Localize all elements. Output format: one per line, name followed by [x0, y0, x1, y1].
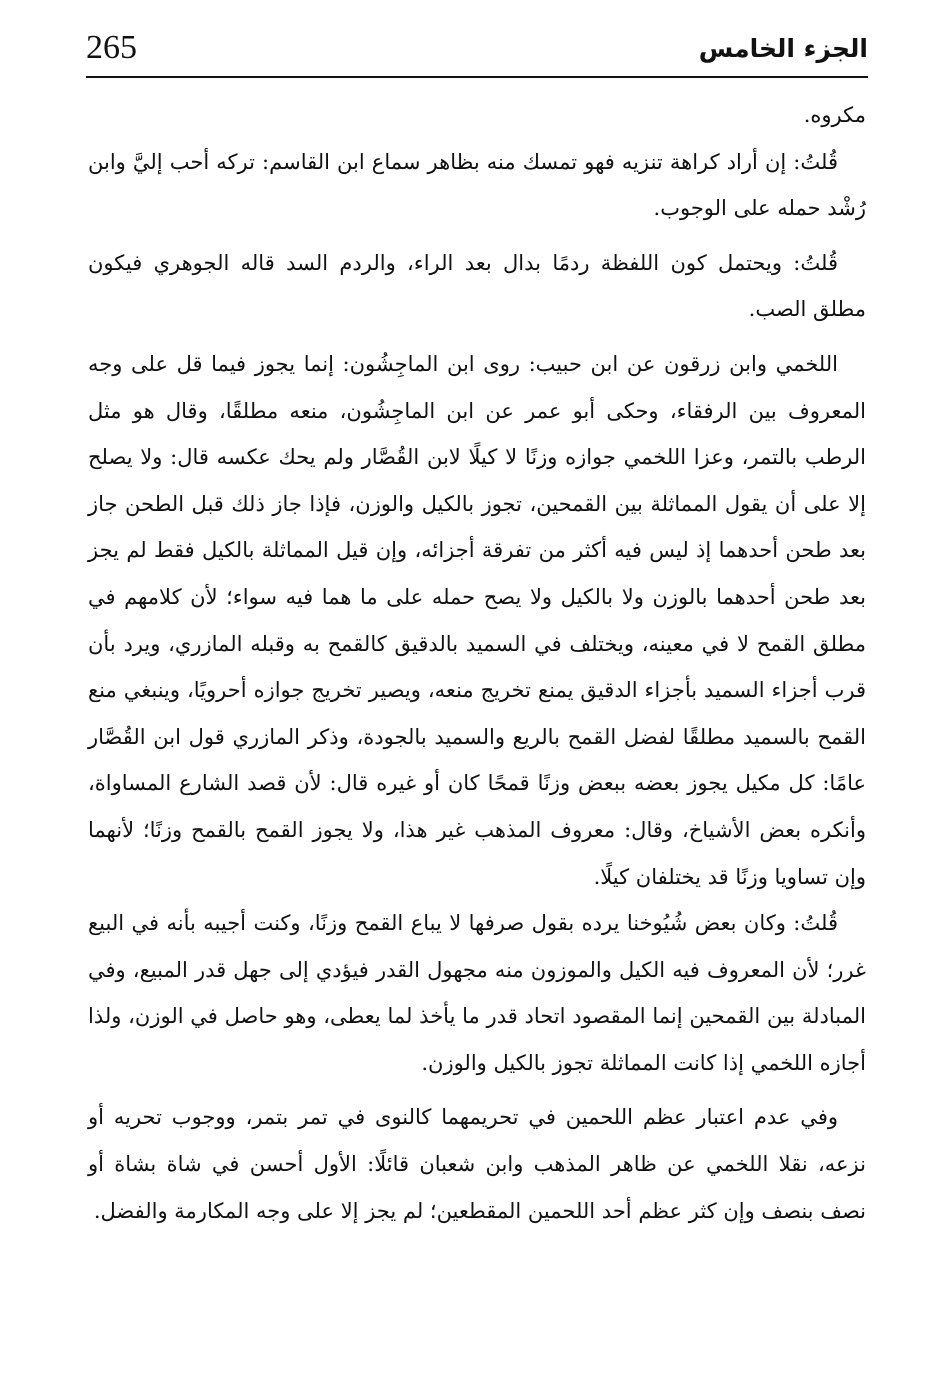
running-title: الجزء الخامس — [698, 34, 868, 63]
paragraph: وفي عدم اعتبار عظم اللحمين في تحريمهما كالنوى في تمر بتمر، ووجوب تحريه أو نزعه، نقلا اللخمي عن ظاهر المذهب وابن شعبان قائلًا: الأول أحسن في شاة بشاة أو نصف بنصف وإن كثر عظم أحد اللحمين المقطعين؛ لم يجز إلا على وجه المكارمة والفضل. — [88, 1105, 866, 1223]
page-number: 265 — [86, 29, 137, 66]
paragraph: قُلتُ: وكان بعض شُيُوخنا يرده بقول صرفها لا يباع القمح وزنًا، وكنت أجيبه بأنه في البيع غرر؛ لأن المعروف فيه الكيل والموزون منه مجهول القدر فيؤدي إلى جهل قدر المبيع، وفي المبادلة بين القمحين إنما المقصود اتحاد قدر ما يأخذ لما يعطى، وهو حاصل في الوزن، ولذا أجازه اللخمي إذا كانت المماثلة تجوز بالكيل والوزن. — [88, 911, 866, 1075]
paragraph-gap — [88, 232, 866, 240]
header-divider — [86, 76, 868, 78]
page-header — [86, 28, 868, 78]
paragraph-gap — [88, 333, 866, 341]
paragraph-gap — [88, 1086, 866, 1094]
paragraph: اللخمي وابن زرقون عن ابن حبيب: روى ابن الماجِشُون: إنما يجوز فيما قل على وجه المعروف بين الرفقاء، وحكى أبو عمر عن ابن الماجِشُون، منعه مطلقًا، وقال هو مثل الرطب بالتمر، وعزا اللخمي جوازه وزنًا لا كيلًا لابن القُصَّار ولم يحك عكسه قال: ولا يصلح إلا على أن يقول المماثلة بين القمحين، تجوز بالكيل والوزن، فإذا جاز ذلك قبل الطحن جاز بعد طحن أحدهما إذ ليس فيه أكثر من تفرقة أجزائه، وإن قيل المماثلة بالكيل فقط لم يجز بعد طحن أحدهما بالوزن ولا بالكيل ولا يصح حمله على ما هما فيه سواء؛ لأن كلامهم في مطلق القمح لا في معينه، ويختلف في السميد بالدقيق كالقمح به وقبله المازري، ويرد بأن قرب أجزاء السميد بأجزاء الدقيق يمنع تخريج منعه، ويصير تخريج جوازه أحرويًا، وينبغي منع القمح بالسميد مطلقًا لفضل القمح بالريع والسميد بالجودة، وذكر المازري قول ابن القُصَّار عامًا: كل مكيل يجوز بعضه ببعض وزنًا قمحًا كان أو غيره قال: لأن قصد الشارع المساواة، وأنكره بعض الأشياخ، وقال: معروف المذهب غير هذا، ولا يجوز القمح بالقمح وزنًا؛ لأنهما وإن تساويا وزنًا قد يختلفان كيلًا. — [88, 351, 866, 889]
paragraph: قُلتُ: إن أراد كراهة تنزيه فهو تمسك منه بظاهر سماع ابن القاسم: تركه أحب إليَّ وابن رُشْد حمله على الوجوب. — [88, 149, 866, 221]
page-body — [88, 92, 866, 1234]
paragraph: قُلتُ: ويحتمل كون اللفظة ردمًا بدال بعد الراء، والردم السد قاله الجوهري فيكون مطلق الصب. — [88, 250, 866, 322]
paragraph-continuation: مكروه. — [803, 103, 866, 127]
